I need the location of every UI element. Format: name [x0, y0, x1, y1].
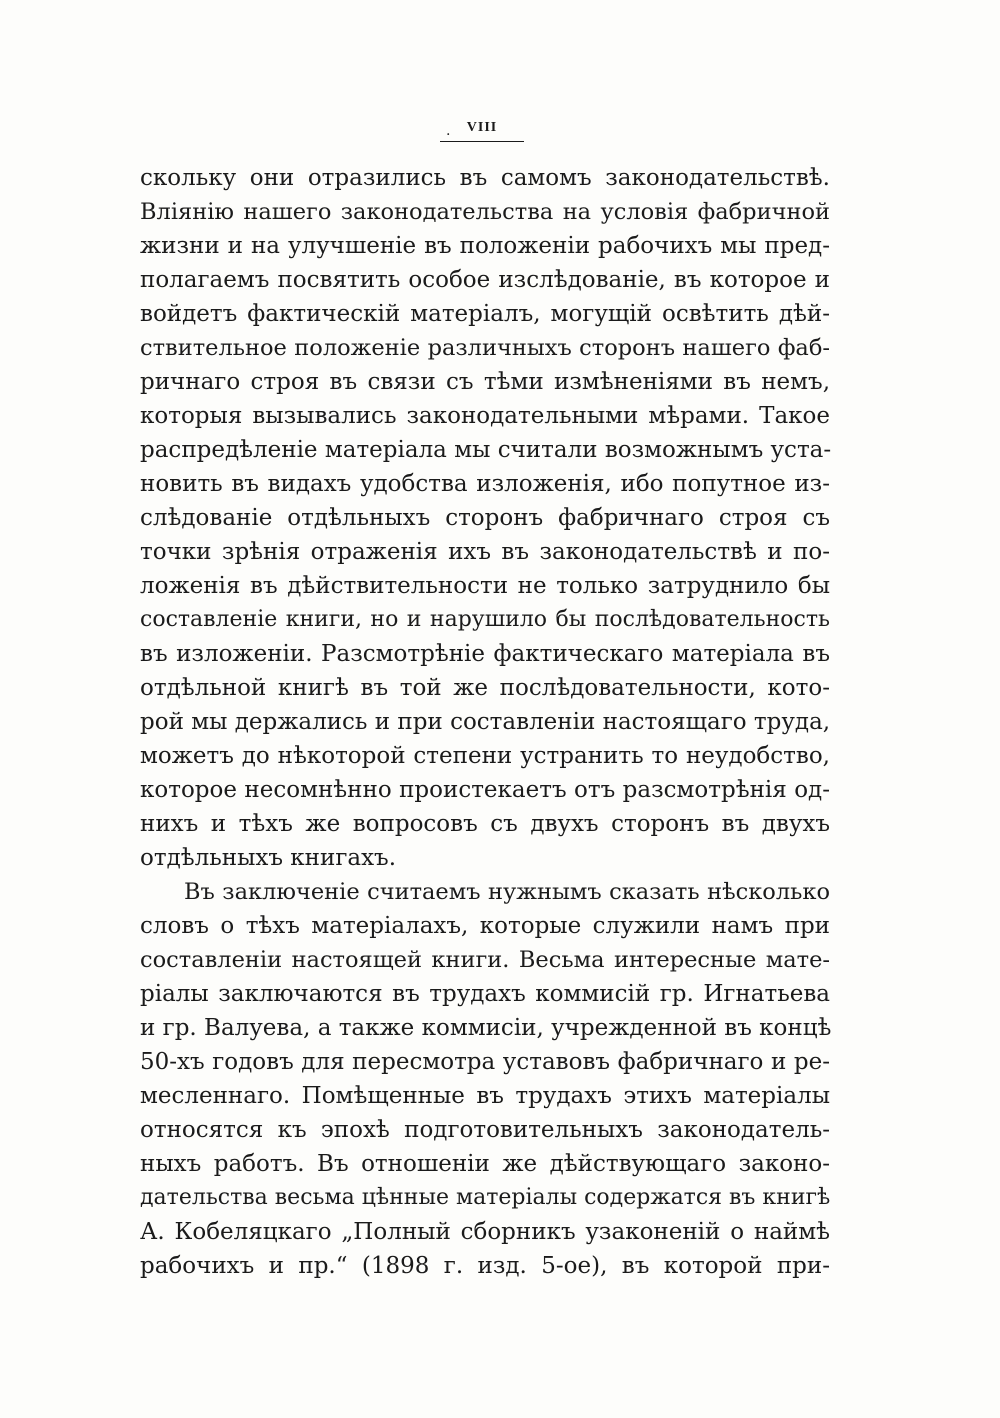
text-line: жизни и на улучшеніе въ положеніи рабочихъ мы пред-: [140, 233, 830, 259]
paragraph-1: [140, 161, 830, 875]
text-line: месленнаго. Помѣщенные въ трудахъ этихъ матеріалы: [140, 1083, 830, 1109]
text-line: и гр. Валуева, а также коммисіи, учрежденной въ концѣ: [140, 1015, 832, 1041]
text-line: отдѣльной книгѣ въ той же послѣдовательности, кото-: [140, 675, 830, 701]
text-line: ложенія въ дѣйствительности не только затруднило бы: [140, 573, 830, 599]
text-line: Въ заключеніе считаемъ нужнымъ сказать нѣсколько: [184, 879, 830, 905]
text-line: отдѣльныхъ книгахъ.: [140, 845, 396, 871]
text-line: слѣдованіе отдѣльныхъ сторонъ фабричнаго строя съ: [140, 505, 830, 531]
text-line: рой мы держались и при составленіи настоящаго труда,: [140, 709, 831, 735]
body-text: [140, 161, 830, 1283]
header-dot: .: [446, 123, 451, 139]
text-line: 50-хъ годовъ для пересмотра уставовъ фабричнаго и ре-: [140, 1049, 830, 1075]
text-line: войдетъ фактическій матеріалъ, могущій освѣтить дѣй-: [140, 301, 830, 327]
text-line: составленіи настоящей книги. Весьма интересные мате-: [140, 947, 830, 973]
header-rule: [440, 141, 524, 142]
text-line: ріалы заключаются въ трудахъ коммисій гр. Игнатьева: [140, 981, 830, 1007]
text-line: въ изложеніи. Разсмотрѣніе фактическаго матеріала въ: [140, 641, 830, 667]
text-line: ствительное положеніе различныхъ сторонъ нашего фаб-: [140, 335, 830, 361]
text-line: рабочихъ и пр.“ (1898 г. изд. 5-ое), въ которой при-: [140, 1253, 830, 1279]
text-line: ричнаго строя въ связи съ тѣми измѣненіями въ немъ,: [140, 369, 830, 395]
text-line: точки зрѣнія отраженія ихъ въ законодательствѣ и по-: [140, 539, 830, 565]
text-line: дательства весьма цѣнные матеріалы содержатся въ книгѣ: [140, 1185, 831, 1210]
text-line: распредѣленіе матеріала мы считали возможнымъ уста-: [140, 437, 832, 463]
paragraph-2: [140, 875, 830, 1283]
text-line: словъ о тѣхъ матеріалахъ, которые служили намъ при: [140, 913, 830, 939]
text-line: нихъ и тѣхъ же вопросовъ съ двухъ сторонъ въ двухъ: [140, 811, 830, 837]
text-line: можетъ до нѣкоторой степени устранить то неудобство,: [140, 743, 830, 769]
text-line: ныхъ работъ. Въ отношеніи же дѣйствующаго законо-: [140, 1151, 830, 1177]
text-line: скольку они отразились въ самомъ законодательствѣ.: [140, 165, 830, 191]
text-line: которыя вызывались законодательными мѣрами. Такое: [140, 403, 830, 429]
text-line: составленіе книги, но и нарушило бы послѣдовательность: [140, 607, 830, 632]
text-line: Вліянію нашего законодательства на условія фабричной: [140, 199, 830, 225]
text-line: полагаемъ посвятить особое изслѣдованіе, въ которое и: [140, 267, 830, 293]
page-header: [440, 116, 524, 142]
page-number: VIII: [466, 120, 498, 135]
text-line: которое несомнѣнно проистекаетъ отъ разсмотрѣнія од-: [140, 777, 830, 803]
text-line: А. Кобеляцкаго „Полный сборникъ узаконеній о наймѣ: [140, 1219, 830, 1245]
text-line: новить въ видахъ удобства изложенія, ибо попутное из-: [140, 471, 830, 497]
text-line: относятся къ эпохѣ подготовительныхъ законодатель-: [140, 1117, 830, 1143]
